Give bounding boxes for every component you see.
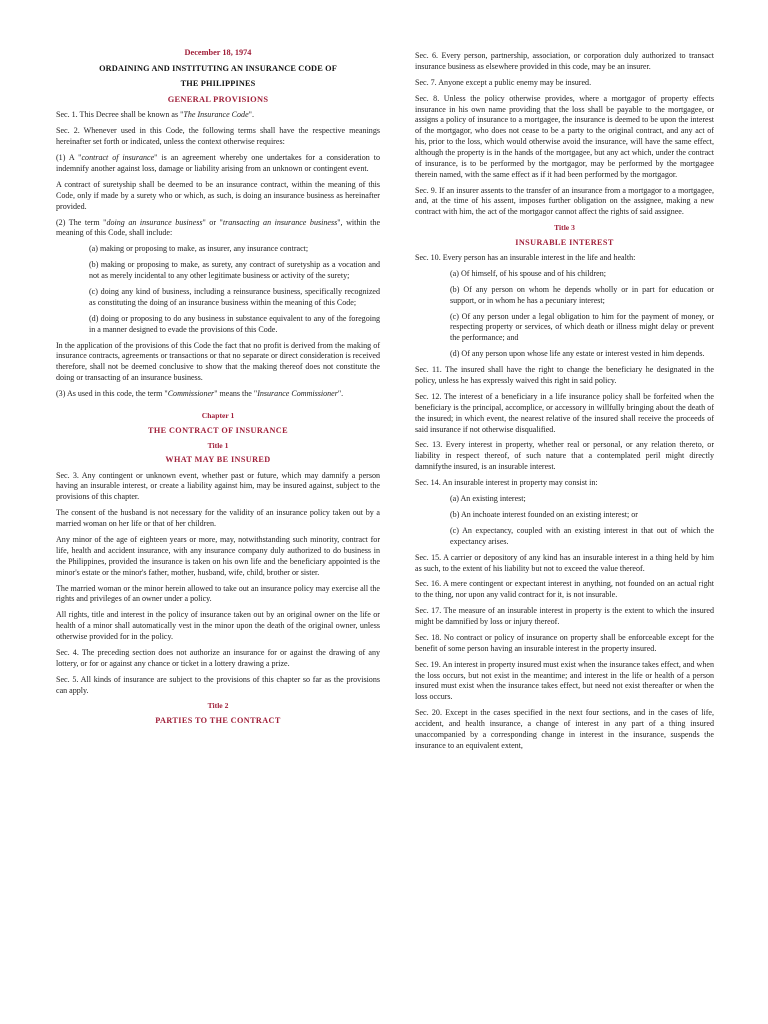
section-9: Sec. 9. If an insurer assents to the transfer of an insurance from a mortgagor to a mortgagee, and, at the time of his assent, imposes further obligation on the assignee, making a new contract with him, the act of the mortgagor cannot affect the rights of said assignee. xyxy=(415,185,714,217)
paragraph-minor: Any minor of the age of eighteen years or more, may, notwithstanding such minority, contract for life, health and accident insurance, with any insurance company duly authorized to do business in the Philippines, provided the insurance is taken on his own life and the beneficiary appointed is the minor's estate or the minor's father, mother, husband, wife, child, brother or sister. xyxy=(56,535,380,577)
general-provisions-heading: GENERAL PROVISIONS xyxy=(167,94,269,104)
section-17: Sec. 17. The measure of an insurable interest in property is the extent to which the insured might be damnified by loss or injury thereof. xyxy=(415,606,714,627)
section-8: Sec. 8. Unless the policy otherwise provides, where a mortgagor of property effects insurance in his own name providing that the loss shall be payable to the mortgagee, or assigns a policy of insurance to a mortgagee, the insurance is deemed to be upon the interest of the mortgagor, who does not cease to be a party to the original contract, and any act of his, prior to the loss, which would otherwise avoid the insurance, will have the same effect, although the property is in the hands of the mortgagee, but any act which, under the contract of insurance, is to be performed by the mortgagor, may be performed by the mortgagee therein named, with the same effect as if it had been performed by the mortgagor. xyxy=(415,93,714,179)
document-date: December 18, 1974 xyxy=(184,48,252,57)
paragraph-rights: All rights, title and interest in the policy of insurance taken out by an original owner on the life or health of a minor shall automatically vest in the minor upon the death of the original owner, unless otherwise provided for in the policy. xyxy=(56,610,380,641)
list-item-c: (c) doing any kind of business, including a reinsurance business, specifically recognized as constituting the doing of an insurance business within the meaning of this Code; xyxy=(89,287,380,307)
definition-contract-of-insurance: (1) A "contract of insurance" is an agreement whereby one undertakes for a consideration to indemnify another against loss, damage or liability arising from an unknown or contingent event. xyxy=(56,153,380,173)
section-16: Sec. 16. A mere contingent or expectant interest in anything, not founded on an actual right to the thing, nor upon any valid contract for it, is not insurable. xyxy=(415,579,714,600)
section-1: Sec. 1. This Decree shall be known as "The Insurance Code". xyxy=(56,110,254,120)
section-20: Sec. 20. Except in the cases specified in the next four sections, and in the cases of life, accident, and health insurance, a change of interest in any part of a thing insured unaccompanied by a corresponding change in interest in the insurance, suspends the insurance to an equivalent extent, xyxy=(415,708,714,750)
section-4: Sec. 4. The preceding section does not authorize an insurance for or against the drawing of any lottery, or for or against any chance or ticket in a lottery drawing a prize. xyxy=(56,647,380,668)
section-18: Sec. 18. No contract or policy of insurance on property shall be enforceable except for the benefit of some person having an insurable interest in the property insured. xyxy=(415,633,714,653)
document-title-line1: ORDAINING AND INSTITUTING AN INSURANCE CODE OF xyxy=(99,63,337,73)
section-12: Sec. 12. The interest of a beneficiary in a life insurance policy shall be forfeited when the beneficiary is the principal, accomplice, or accessory in willfully bringing about the death of the insured; in which event, the nearest relative of the insured shall receive the proceeds of said insurance if not otherwise disqualified. xyxy=(415,391,714,434)
section-2: Sec. 2. Whenever used in this Code, the following terms shall have the respective meanings hereinafter set forth or indicated, unless the context otherwise requires: xyxy=(56,126,380,147)
list-item-b: (b) making or proposing to make, as surety, any contract of suretyship as a vocation and not as merely incidental to any other legitimate business or activity of the surety; xyxy=(89,260,380,281)
title-3-name: INSURABLE INTEREST xyxy=(515,237,614,247)
section-14-item-a: (a) An existing interest; xyxy=(450,494,526,504)
paragraph-application: In the application of the provisions of this Code the fact that no profit is derived from the making of insurance contracts, agreements or transactions or that no separate or direct consideration is received therefore, shall not be deemed conclusive to show that the making thereof does not constitute the doing or transacting of an insurance business. xyxy=(56,340,380,383)
section-5: Sec. 5. All kinds of insurance are subject to the provisions of this chapter so far as the provisions can apply. xyxy=(56,674,380,695)
section-14-item-b: (b) An inchoate interest founded on an existing interest; or xyxy=(450,509,638,519)
section-10: Sec. 10. Every person has an insurable interest in the life and health: xyxy=(415,252,636,262)
right-column xyxy=(415,51,714,757)
section-19: Sec. 19. An interest in property insured must exist when the insurance takes effect, and when the loss occurs, but not exist in the meantime; and interest in the life or health of a person insured must exist when the insurance takes effect, but need not exist thereafter or when the loss occurs. xyxy=(415,659,714,702)
section-13: Sec. 13. Every interest in property, whether real or personal, or any relation thereto, or liability in respect thereof, of such nature that a contemplated peril might directly damnifythe insured, is an insurable interest. xyxy=(415,440,714,472)
paragraph-suretyship: A contract of suretyship shall be deemed to be an insurance contract, within the meaning of this Code, only if made by a surety who or which, as such, is doing an insurance business as hereinafter provided. xyxy=(56,179,380,211)
definition-doing-insurance-business: (2) The term "doing an insurance business" or "transacting an insurance business", within the meaning of this Code, shall include: xyxy=(56,217,381,238)
title-2-label: Title 2 xyxy=(207,701,229,711)
chapter-1-title: THE CONTRACT OF INSURANCE xyxy=(148,425,288,435)
chapter-1-label: Chapter 1 xyxy=(201,411,235,421)
title-1-label: Title 1 xyxy=(207,440,229,450)
left-column xyxy=(56,48,380,731)
section-10-item-a: (a) Of himself, of his spouse and of his children; xyxy=(450,268,606,278)
list-item-a: (a) making or proposing to make, as insurer, any insurance contract; xyxy=(89,244,309,254)
section-6: Sec. 6. Every person, partnership, association, or corporation duly authorized to transact insurance business as elsewhere provided in this code, may be an insurer. xyxy=(415,51,714,71)
paragraph-consent: The consent of the husband is not necessary for the validity of an insurance policy taken out by a married woman on her life or that of her children. xyxy=(56,508,380,529)
document-title-line2: THE PHILIPPINES xyxy=(180,79,256,88)
section-10-item-c: (c) Of any person under a legal obligation to him for the payment of money, or respecting property or services, of which death or illness might delay or prevent the performance; and xyxy=(450,311,714,343)
section-14: Sec. 14. An insurable interest in property may consist in: xyxy=(415,478,598,488)
section-15: Sec. 15. A carrier or depository of any kind has an insurable interest in a thing held by him as such, to the extent of his liability but not to exceed the value thereof. xyxy=(415,552,714,573)
section-3: Sec. 3. Any contingent or unknown event, whether past or future, which may damnify a person having an insurable interest, or create a liability against him, may be insured against, subject to the provisions of this chapter. xyxy=(56,470,380,502)
section-10-item-b: (b) Of any person on whom he depends wholly or in part for education or support, or in whom he has a pecuniary interest; xyxy=(450,284,714,305)
title-3-label: Title 3 xyxy=(554,223,575,233)
paragraph-married-woman: The married woman or the minor herein allowed to take out an insurance policy may exercise all the rights and privileges of an owner under a policy. xyxy=(56,583,380,604)
section-7: Sec. 7. Anyone except a public enemy may be insured. xyxy=(415,77,592,87)
title-1-name: WHAT MAY BE INSURED xyxy=(165,455,271,465)
title-2-name: PARTIES TO THE CONTRACT xyxy=(155,715,281,725)
list-item-d: (d) doing or proposing to do any business in substance equivalent to any of the foregoing in a manner designed to evade the provisions of this Code. xyxy=(89,313,380,334)
definition-commissioner: (3) As used in this code, the term "Commissioner" means the "Insurance Commissioner". xyxy=(56,389,344,399)
section-14-item-c: (c) An expectancy, coupled with an existing interest in that out of which the expectancy arises. xyxy=(450,525,714,546)
section-11: Sec. 11. The insured shall have the right to change the beneficiary he designated in the policy, unless he has expressly waived this right in said policy. xyxy=(415,365,714,386)
section-10-item-d: (d) Of any person upon whose life any estate or interest vested in him depends. xyxy=(450,349,705,359)
